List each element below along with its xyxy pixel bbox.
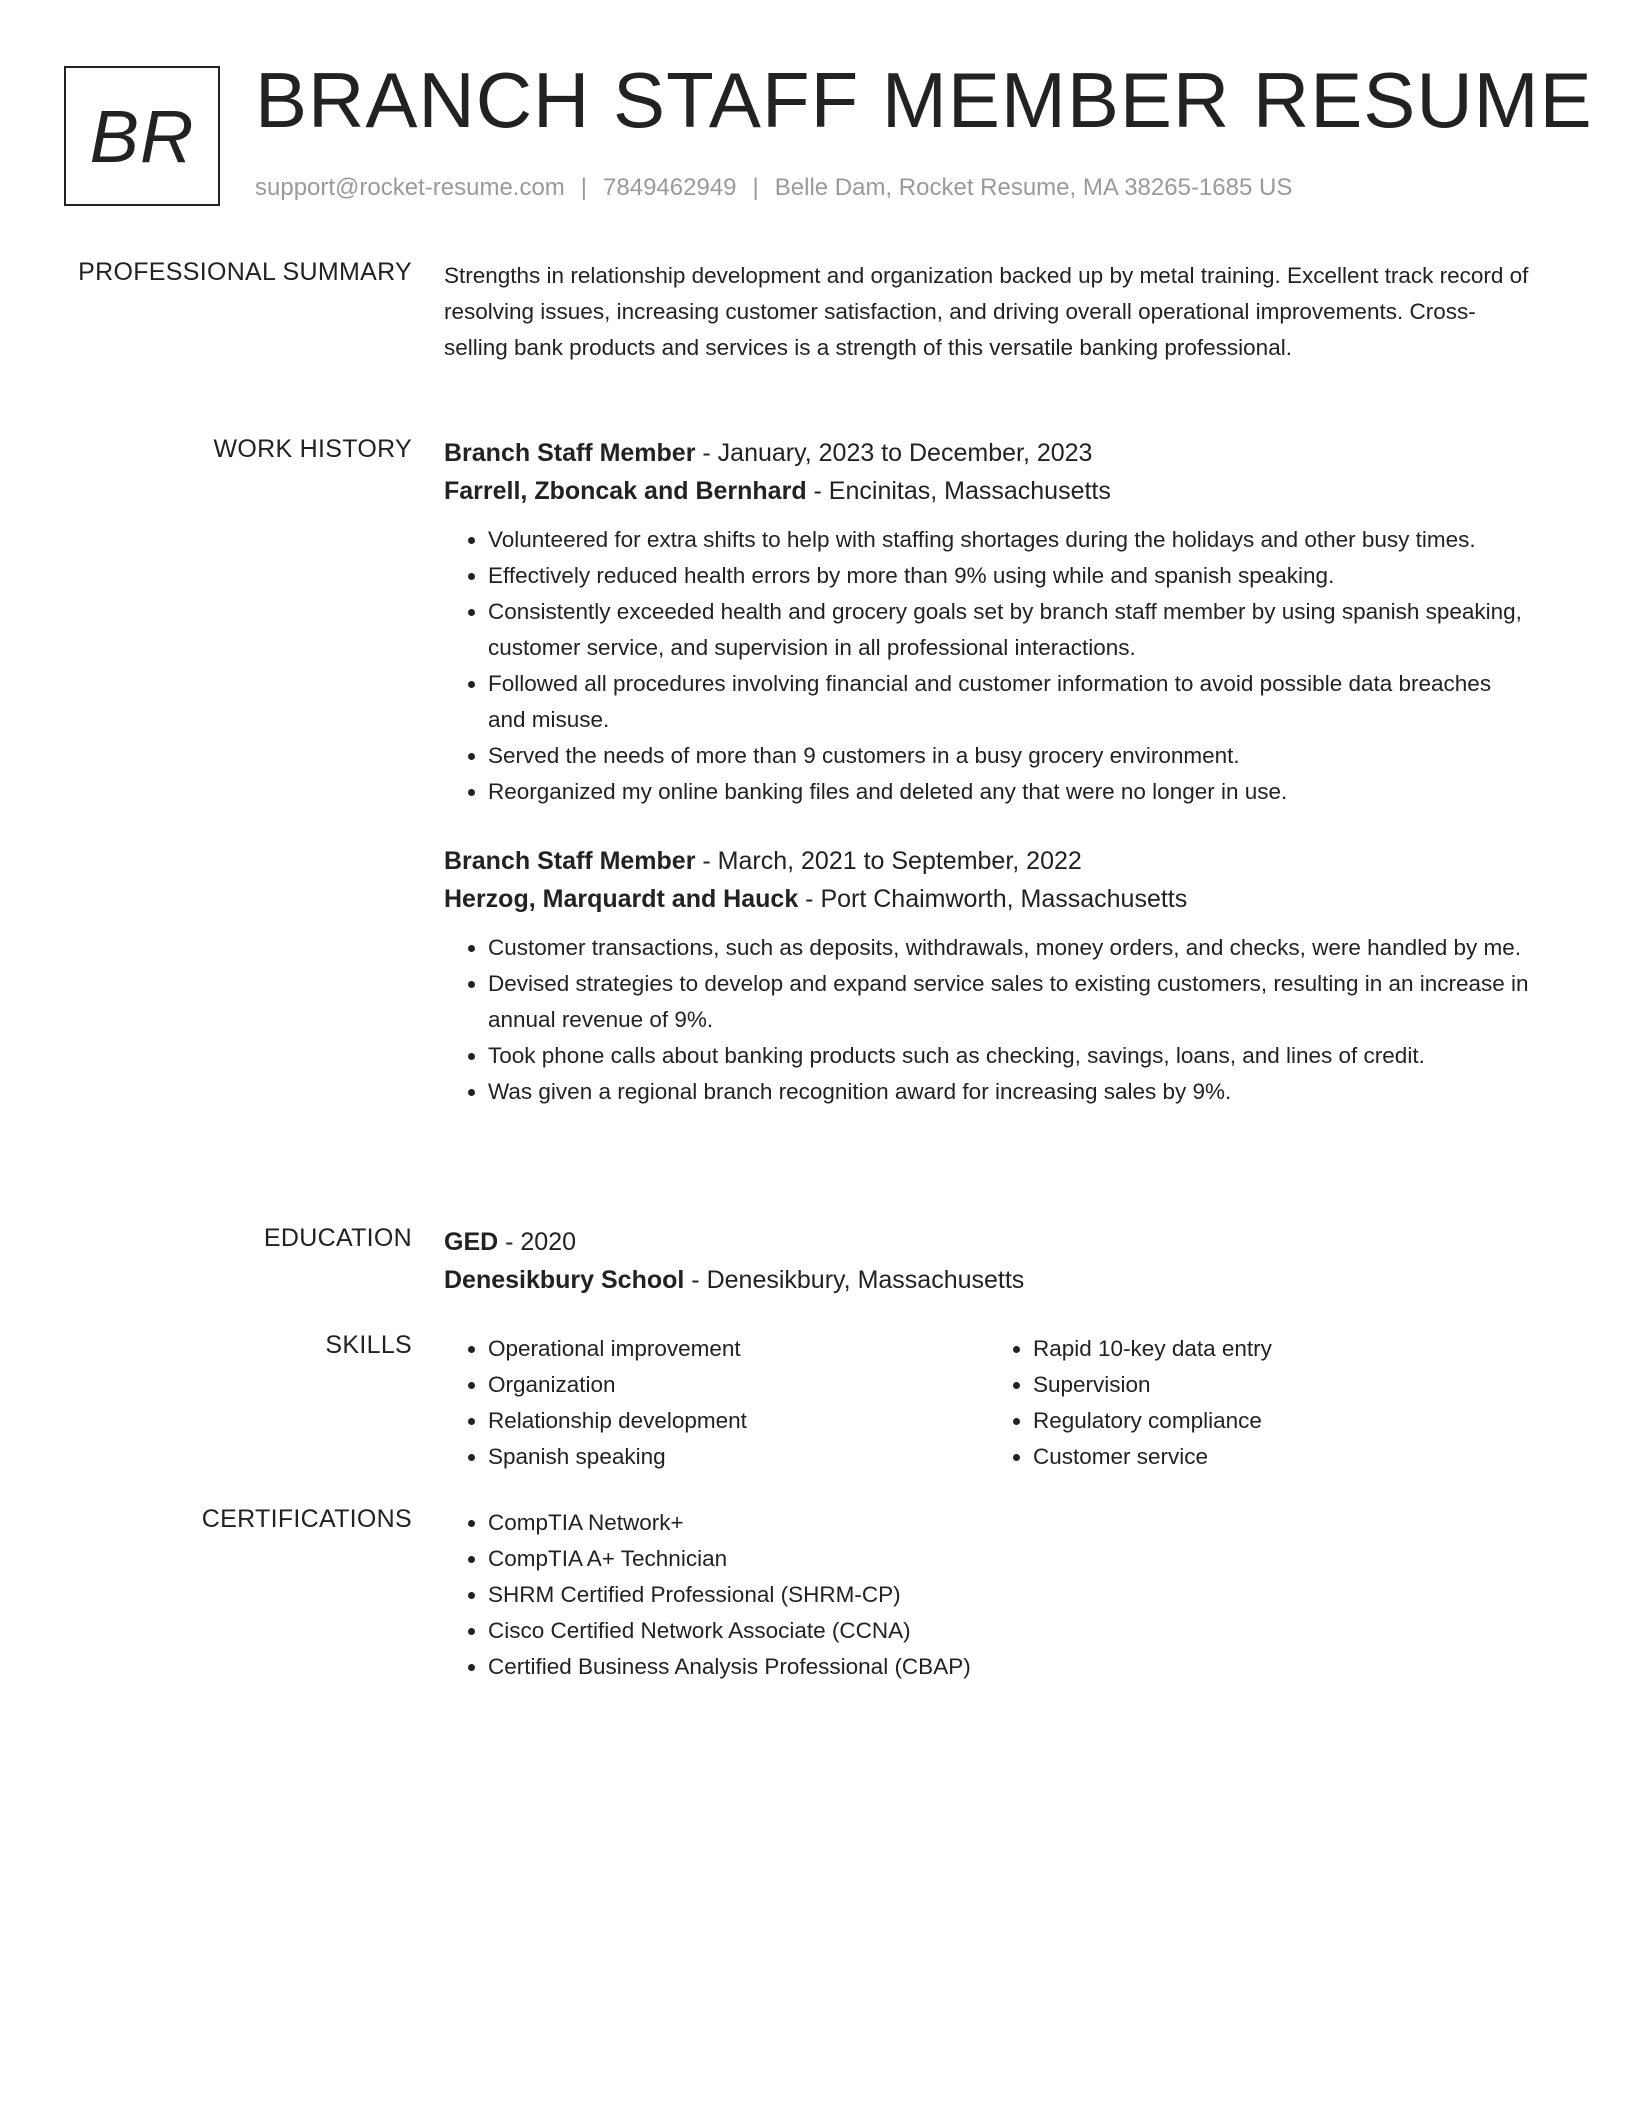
job-bullet: • Devised strategies to develop and expand service sales to existing customers, resulting in an increase in annual revenue of 9%. — [488, 966, 1534, 1038]
job-title: Branch Staff Member — [444, 847, 696, 875]
skills-list-right — [989, 1331, 1534, 1475]
job-title-line — [444, 434, 1534, 472]
job-bullets — [444, 522, 1534, 810]
job-bullet: • Was given a regional branch recognition award for increasing sales by 9%. — [488, 1074, 1534, 1110]
monogram-logo: BR — [64, 66, 220, 206]
job-company: Herzog, Marquardt and Hauck — [444, 885, 799, 913]
job-dates: - March, 2021 to September, 2022 — [695, 847, 1082, 875]
skill-item: • Spanish speaking — [488, 1439, 989, 1475]
certifications-list — [444, 1505, 1534, 1685]
job-title: Branch Staff Member — [444, 439, 696, 467]
certification-item: • CompTIA Network+ — [488, 1505, 1534, 1541]
education-degree: GED — [444, 1228, 499, 1256]
contact-separator: | — [752, 174, 759, 201]
skill-item: • Supervision — [1033, 1367, 1534, 1403]
job-bullet: • Consistently exceeded health and grocery goals set by branch staff member by using spanish speaking, customer service, and supervision in all professional interactions. — [488, 594, 1534, 666]
section-label-education: EDUCATION — [263, 1224, 412, 1252]
job-bullet: • Customer transactions, such as deposits, withdrawals, money orders, and checks, were handled by me. — [488, 930, 1534, 966]
skill-item: • Relationship development — [488, 1403, 989, 1439]
job-company: Farrell, Zboncak and Bernhard — [444, 477, 807, 505]
skill-item: • Operational improvement — [488, 1331, 989, 1367]
certification-item: • Cisco Certified Network Associate (CCNA) — [488, 1613, 1534, 1649]
job-bullet: • Followed all procedures involving financial and customer information to avoid possible data breaches and misuse. — [488, 666, 1534, 738]
job-company-line — [444, 472, 1534, 510]
job-title-line — [444, 842, 1534, 880]
contact-phone[interactable]: 7849462949 — [603, 174, 737, 201]
job-entry — [444, 842, 1534, 1110]
contact-address: Belle Dam, Rocket Resume, MA 38265-1685 US — [774, 174, 1293, 201]
job-location: - Encinitas, Massachusetts — [806, 477, 1111, 505]
skill-item: • Organization — [488, 1367, 989, 1403]
contact-separator: | — [580, 174, 588, 201]
skills-list-left — [444, 1331, 989, 1475]
job-entry — [444, 434, 1534, 810]
job-bullet: • Served the needs of more than 9 customers in a busy grocery environment. — [488, 738, 1534, 774]
job-bullet: • Volunteered for extra shifts to help with staffing shortages during the holidays and other busy times. — [488, 522, 1534, 558]
section-label-skills: SKILLS — [325, 1331, 412, 1359]
certification-item: • CompTIA A+ Technician — [488, 1541, 1534, 1577]
education-year: - 2020 — [498, 1228, 577, 1256]
contact-line — [255, 174, 1292, 202]
skill-item: • Customer service — [1033, 1439, 1534, 1475]
education-school: Denesikbury School — [444, 1266, 685, 1294]
job-dates: - January, 2023 to December, 2023 — [695, 439, 1093, 467]
job-bullet: • Reorganized my online banking files and deleted any that were no longer in use. — [488, 774, 1534, 810]
contact-email[interactable]: support@rocket-resume.com — [255, 174, 565, 201]
job-company-line — [444, 880, 1534, 918]
certification-item: • SHRM Certified Professional (SHRM-CP) — [488, 1577, 1534, 1613]
education-location: - Denesikbury, Massachusetts — [684, 1266, 1025, 1294]
section-label-summary: PROFESSIONAL SUMMARY — [78, 258, 412, 286]
summary-text: Strengths in relationship development and organization backed up by metal training. Excellent track record of resolving issues, increasing customer satisfaction, and driving overall operational improvements. Cross-selling bank products and services is a strength of this versatile banking professional. — [444, 263, 1529, 360]
job-location: - Port Chaimworth, Massachusetts — [798, 885, 1188, 913]
certification-item: • Certified Business Analysis Professional (CBAP) — [488, 1649, 1534, 1685]
skill-item: • Regulatory compliance — [1033, 1403, 1534, 1439]
section-label-certifications: CERTIFICATIONS — [201, 1505, 412, 1533]
section-label-work-history: WORK HISTORY — [213, 435, 412, 463]
education-school-line — [444, 1261, 1534, 1299]
education-degree-line — [444, 1223, 1534, 1261]
skill-item: • Rapid 10-key data entry — [1033, 1331, 1534, 1367]
job-bullet: • Effectively reduced health errors by more than 9% using while and spanish speaking. — [488, 558, 1534, 594]
job-bullet: • Took phone calls about banking products such as checking, savings, loans, and lines of credit. — [488, 1038, 1534, 1074]
resume-title: BRANCH STAFF MEMBER RESUME — [255, 56, 1593, 144]
job-bullets — [444, 930, 1534, 1110]
